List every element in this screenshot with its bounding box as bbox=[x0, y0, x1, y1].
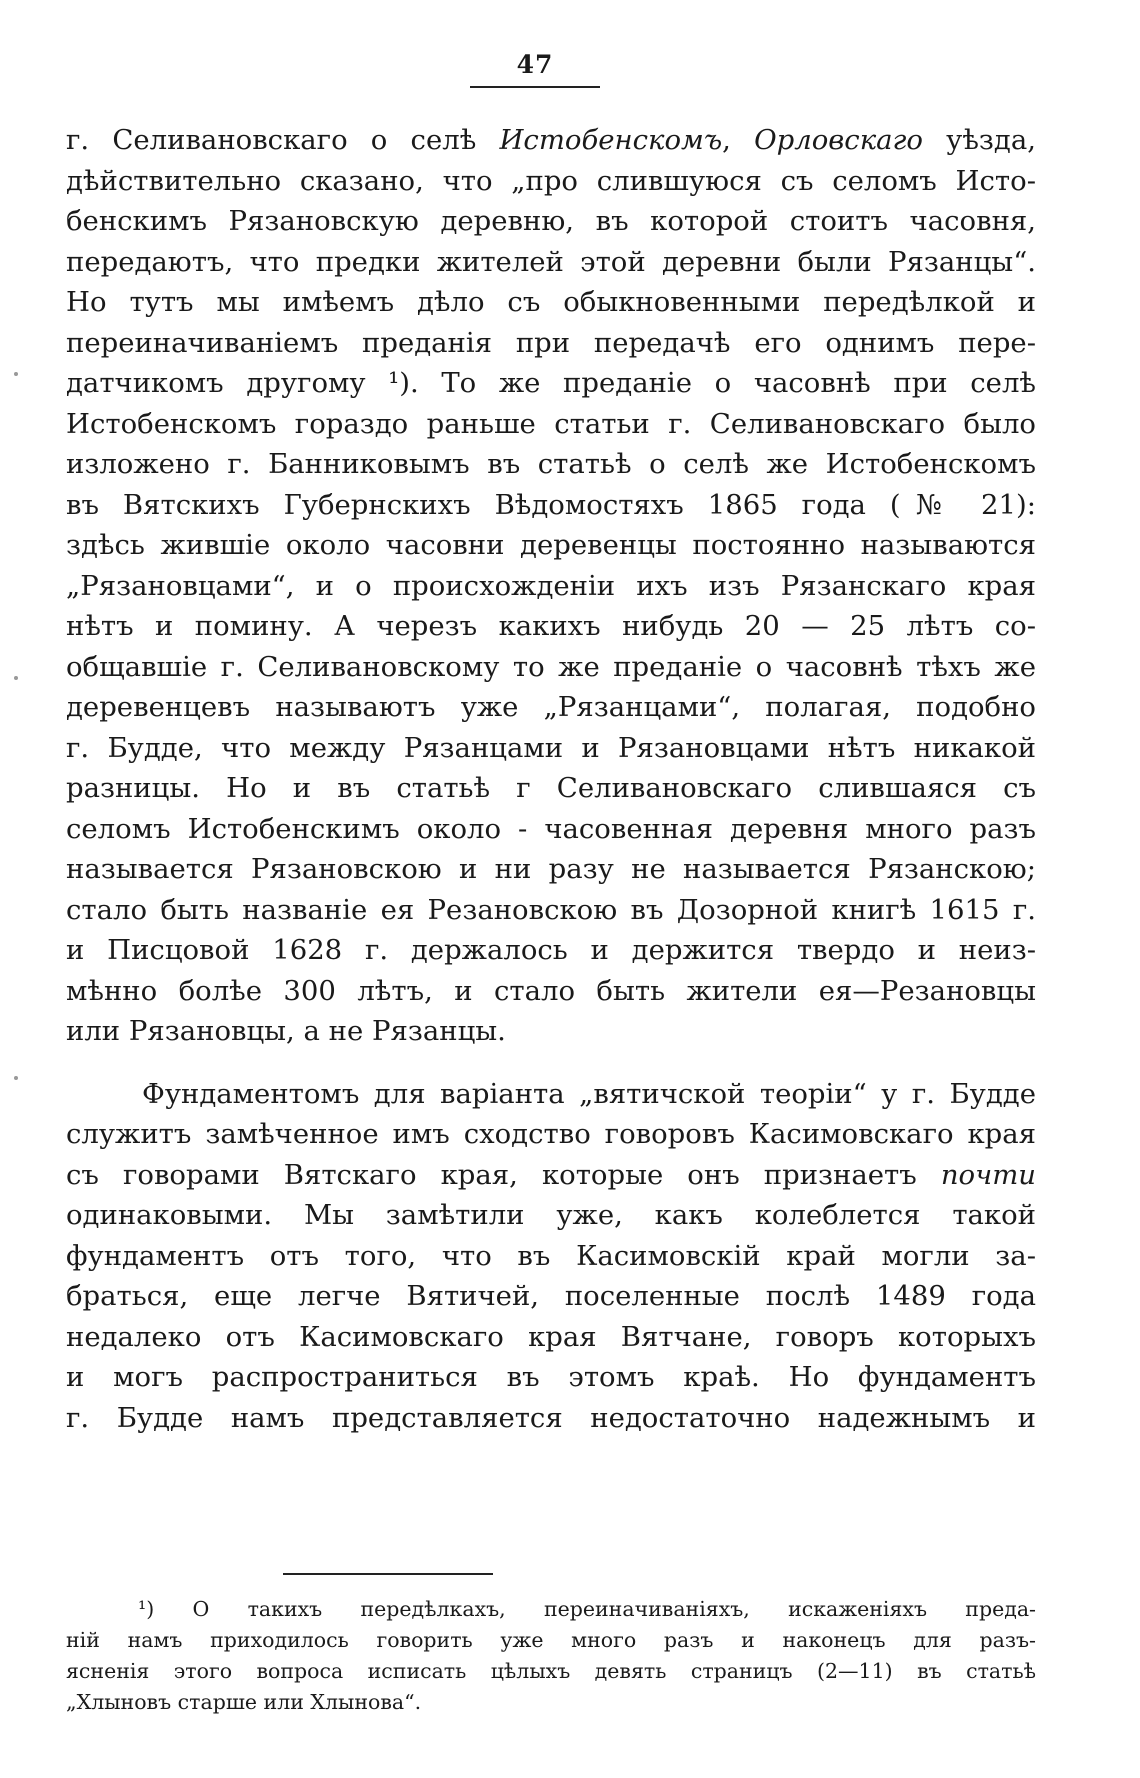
margin-speck bbox=[14, 676, 18, 680]
text-line: общавшіе г. Селивановскому то же преданіе о часовнѣ тѣхъ же bbox=[66, 650, 1036, 683]
page-number-underline bbox=[470, 86, 600, 88]
main-text bbox=[66, 120, 1036, 1438]
footnote-line: ясненія этого вопроса исписать цѣлыхъ девять страницъ (2—11) въ статьѣ bbox=[66, 1659, 1036, 1683]
text-line: стало быть названіе ея Резановскою въ Дозорной книгѣ 1615 г. bbox=[66, 893, 1036, 926]
text-line: въ Вятскихъ Губернскихъ Вѣдомостяхъ 1865 года (№ 21): bbox=[66, 488, 1036, 521]
text-line: мѣнно болѣе 300 лѣтъ, и стало быть жители ея—Резановцы bbox=[66, 974, 1036, 1007]
text-line: Но тутъ мы имѣемъ дѣло съ обыкновенными передѣлкой и bbox=[66, 286, 1036, 318]
footnote-separator bbox=[283, 1573, 493, 1575]
italic-emphasis: Истобенскомъ bbox=[499, 124, 723, 156]
footnote-line: ній намъ приходилось говорить уже много разъ и наконецъ для разъ- bbox=[66, 1628, 1036, 1652]
text-line: „Рязановцами“, и о происхожденіи ихъ изъ Рязанскаго края bbox=[66, 569, 1036, 602]
text-line: бенскимъ Рязановскую деревню, въ которой стоитъ часовня, bbox=[66, 205, 1036, 237]
text-line: передаютъ, что предки жителей этой деревни были Рязанцы“. bbox=[66, 245, 1036, 278]
text-line: и могъ распространиться въ этомъ краѣ. Но фундаментъ bbox=[66, 1361, 1036, 1393]
margin-speck bbox=[14, 1076, 18, 1080]
text-line: г. Селивановскаго о селѣ Истобенскомъ, Орловскаго уѣзда, bbox=[66, 124, 1036, 156]
footnote-line: „Хлыновъ старше или Хлынова“. bbox=[66, 1690, 422, 1714]
text-line: дѣйствительно сказано, что „про слившуюся съ селомъ Исто- bbox=[66, 164, 1036, 197]
text-line: или Рязановцы, а не Рязанцы. bbox=[66, 1015, 506, 1047]
text-line: и Писцовой 1628 г. держалось и держится твердо и неиз- bbox=[66, 934, 1036, 966]
text-line: датчикомъ другому ¹). То же преданіе о часовнѣ при селѣ bbox=[66, 367, 1036, 399]
text-line: браться, еще легче Вятичей, поселенные послѣ 1489 года bbox=[66, 1280, 1036, 1312]
text-line: г. Будде, что между Рязанцами и Рязановцами нѣтъ никакой bbox=[66, 731, 1036, 764]
footnote-line: ¹) О такихъ передѣлкахъ, переиначиваніяхъ, искаженіяхъ преда- bbox=[138, 1597, 1036, 1621]
text-line: фундаментъ отъ того, что въ Касимовскій край могли за- bbox=[66, 1239, 1036, 1272]
italic-emphasis: почти bbox=[940, 1158, 1036, 1191]
text-line: деревенцевъ называютъ уже „Рязанцами“, полагая, подобно bbox=[66, 691, 1036, 723]
margin-speck bbox=[14, 372, 18, 376]
italic-emphasis: Орловскаго bbox=[754, 124, 923, 156]
text-line: съ говорами Вятскаго края, которые онъ признаетъ почти bbox=[66, 1158, 1036, 1191]
text-line: разницы. Но и въ статьѣ г Селивановскаго слившаяся съ bbox=[66, 772, 1036, 804]
text-line: г. Будде намъ представляется недостаточно надежнымъ и bbox=[66, 1401, 1036, 1434]
text-line: Фундаментомъ для варіанта „вятичской теоріи“ у г. Будде bbox=[142, 1077, 1036, 1110]
text-line: недалеко отъ Касимовскаго края Вятчане, говоръ которыхъ bbox=[66, 1320, 1036, 1353]
text-line: селомъ Истобенскимъ около - часовенная деревня много разъ bbox=[66, 812, 1036, 845]
footnote bbox=[66, 1594, 1036, 1718]
text-line: здѣсь жившіе около часовни деревенцы постоянно называются bbox=[66, 529, 1036, 561]
paragraph-gap bbox=[66, 1052, 1036, 1074]
text-line: Истобенскомъ гораздо раньше статьи г. Селивановскаго было bbox=[66, 407, 1036, 440]
text-line: называется Рязановскою и ни разу не называется Рязанскою; bbox=[66, 853, 1036, 885]
page-number: 47 bbox=[516, 50, 554, 79]
text-line: нѣтъ и помину. А черезъ какихъ нибудь 20 — 25 лѣтъ со- bbox=[66, 610, 1036, 642]
text-line: одинаковыми. Мы замѣтили уже, какъ колеблется такой bbox=[66, 1199, 1036, 1231]
text-line: переиначиваніемъ преданія при передачѣ его однимъ пере- bbox=[66, 326, 1036, 359]
text-line: служитъ замѣченное имъ сходство говоровъ Касимовскаго края bbox=[66, 1118, 1036, 1150]
text-line: изложено г. Банниковымъ въ статьѣ о селѣ же Истобенскомъ bbox=[66, 448, 1036, 480]
